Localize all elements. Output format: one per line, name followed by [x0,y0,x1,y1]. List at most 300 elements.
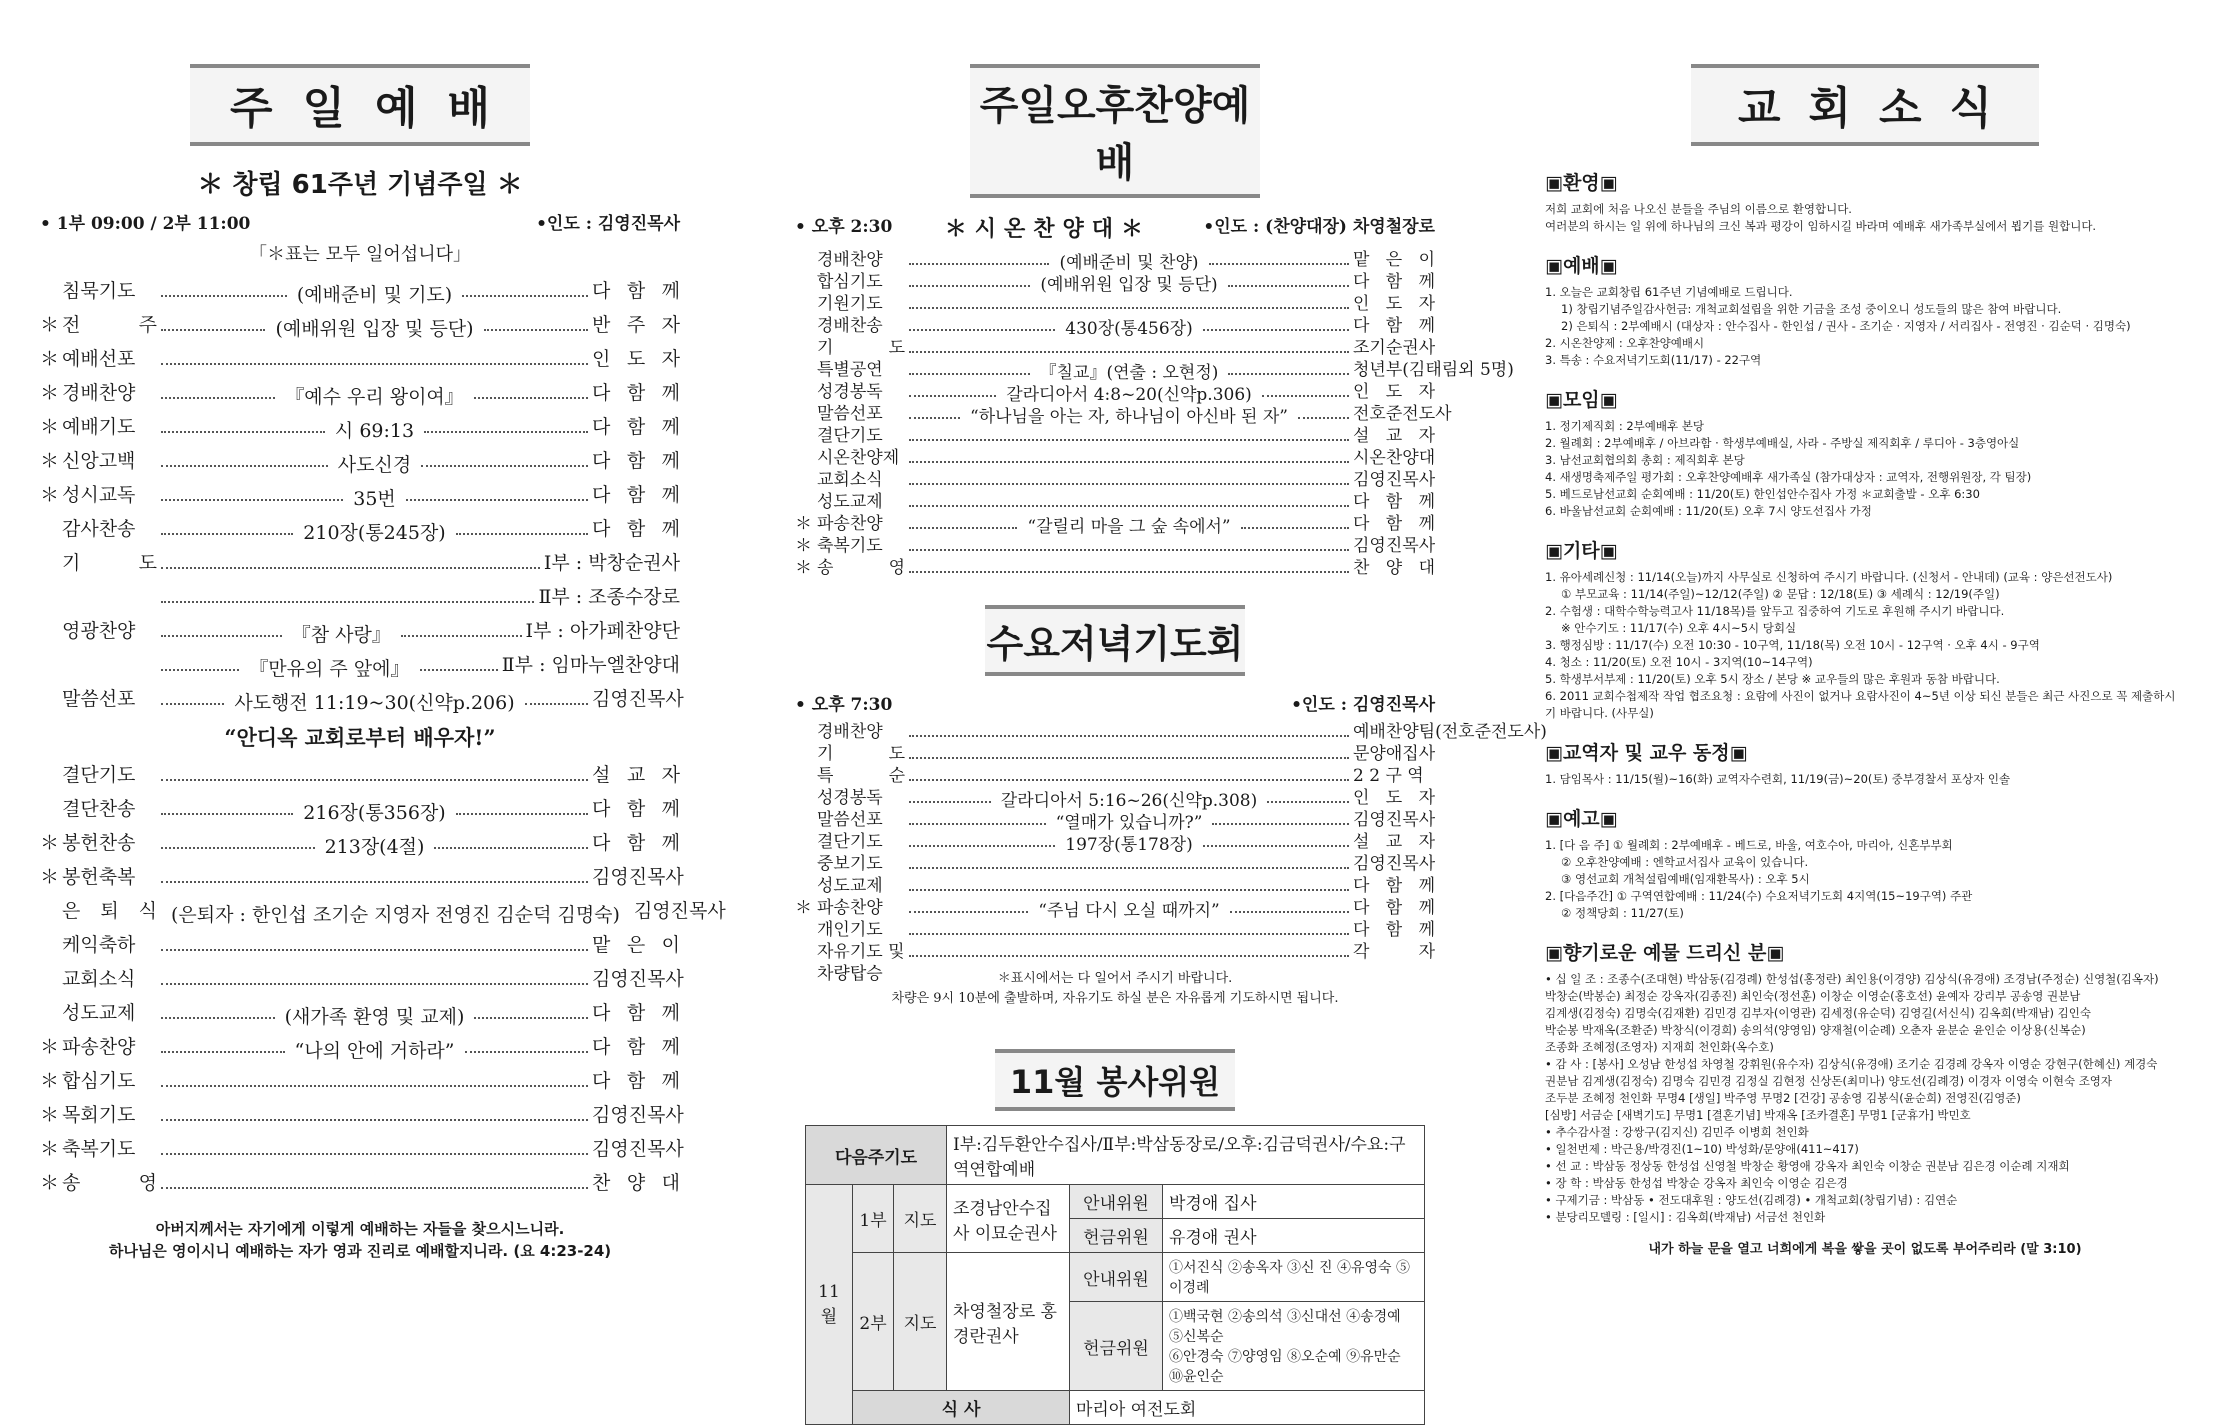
order-row [40,792,680,826]
news-line: 3. 행정심방 : 11/17(수) 오전 10:30 - 10구역, 11/18(목) 오전 10시 - 12구역 · 오후 4시 - 9구역 [1545,638,2040,652]
dot-leader [1228,373,1349,375]
stand-mark: ＊ [40,314,60,336]
order-detail: 213장(4절) [319,830,431,864]
offering-names: 유경애 권사 [1163,1219,1425,1253]
service-leader: •인도 : 김영진목사 [1291,695,1435,715]
news-line: • 일천번제 : 박근용/박경진(1~10) 박성화/문양애(411~417) [1545,1142,1859,1156]
news-line: • 장 학 : 박삼동 한성섭 박창순 강옥자 최인숙 이영순 김은경 [1545,1176,1848,1190]
dot-leader [909,955,1349,957]
order-person: 다 함 께 [592,484,680,506]
service-meta [795,690,1435,715]
dot-leader [401,635,522,637]
worship-text [1545,284,2185,369]
offering-label: 헌금위원 [1070,1302,1163,1391]
order-row [795,271,1435,293]
order-fill [905,275,1353,297]
news-line: 5. 베드로남선교회 순회예배 : 11/20(토) 한인섭안수집사 가정 ＊교회출발 - 오후 6:30 [1545,487,1980,501]
notice-text [1545,837,2185,922]
service-meta [795,212,1435,243]
service-time: • 1부 09:00 / 2부 11:00 [40,214,251,234]
order-label: 성도교제 [817,876,883,896]
order-person: 문양애집사 [1353,744,1436,764]
dot-leader [161,635,282,637]
dot-leader [434,847,588,849]
order-fill [157,567,544,569]
order-label: 예배기도 [62,416,136,438]
dot-leader [909,911,1028,913]
order-person: 김영진목사 [592,1104,684,1126]
dot-leader [1203,329,1349,331]
news-line: ① 부모교육 : 11/14(주일)~12/12(주일) ② 문답 : 12/18(토) ③ 세례식 : 12/19(주일) [1561,587,2000,601]
dot-leader [420,669,498,671]
order-person: 다 함 께 [1353,898,1435,918]
dot-leader [424,431,588,433]
order-person: 김영진목사 [592,1138,684,1160]
dot-leader [1298,417,1349,419]
dot-leader [909,483,1349,485]
guide-names: 조경남안수집사 이묘순권사 [947,1185,1070,1253]
order-person: 다 함 께 [592,450,680,472]
order-fill [157,899,634,933]
order-row [795,557,1435,579]
order-fill [905,571,1353,573]
offering-names-line: ①백국현 ②송의석 ③신대선 ④송경예 ⑤신복순 [1169,1309,1401,1345]
order-person: 다 함 께 [592,416,680,438]
order-detail: “하나님을 아는 자, 하나님이 아신바 된 자” [964,406,1294,428]
order-fill [905,735,1353,737]
order-fill [905,867,1353,869]
news-line: 3. 특송 : 수요저녁기도회(11/17) - 22구역 [1545,353,1762,367]
order-row [40,512,680,546]
news-line: 2. [다음주간] ① 구역연합예배 : 11/24(수) 수요저녁기도회 4지역(15~19구역) 주관 [1545,889,1973,903]
order-fill [905,483,1353,485]
news-line: ※ 안수기도 : 11/17(수) 오후 4시~5시 당회실 [1561,621,1797,635]
order-fill [157,381,592,415]
service-time: • 오후 2:30 [795,217,893,237]
order-row [40,580,680,614]
order-row [40,962,684,996]
order-person: 김영진목사 [1353,536,1436,556]
order-label: 말씀선포 [62,688,136,710]
stand-mark: ＊ [40,1172,60,1194]
dot-leader [909,889,1349,891]
order-row [40,1064,680,1098]
order-fill [157,779,592,781]
news-column [1545,0,2185,1257]
order-person: 김영진목사 [592,688,684,710]
welcome-heading: ▣환영▣ [1545,172,1618,194]
order-label: 축복기도 [62,1138,136,1160]
order-detail: “갈릴리 마을 그 숲 속에서” [1021,516,1236,538]
order-detail: 갈라디아서 4:8~20(신약p.306) [1000,384,1258,406]
etc-text [1545,569,2185,722]
service-time: • 오후 7:30 [795,695,893,715]
order-fill [905,439,1353,441]
order-detail: 『예수 우리 왕이여』 [279,380,470,414]
news-line: 6. 2011 교회수첩제작 작업 협조요청 : 요람에 사진이 없거나 요람사진이 4~5년 이상 되신 분들은 최근 사진으로 꼭 제출하시기 바랍니다. (사무실) [1545,689,2176,720]
order-fill [157,949,592,951]
order-person: 김영진목사 [592,968,684,990]
news-line: 1) 창립기념주일감사헌금: 개척교회설립을 위한 기금을 조성 중이오니 성도들의 많은 참여 바랍니다. [1561,302,2062,316]
order-fill [905,779,1353,781]
order-fill [157,619,526,653]
dot-leader [909,779,1349,781]
order-person: 김영진목사 [1353,854,1436,874]
dot-leader [909,417,960,419]
order-fill [905,385,1353,407]
order-person: 전호준전도사 [1353,404,1452,424]
dot-leader [456,533,588,535]
order-person: 다 함 께 [1353,514,1435,534]
dot-leader [456,813,588,815]
dot-leader [161,881,588,883]
dot-leader [161,703,224,705]
order-row [795,765,1435,787]
dot-leader [1267,801,1349,803]
footer-verse: 내가 하늘 문을 열고 너희에게 복을 쌓을 곳이 없도록 부어주리라 (말 3:10) [1648,1242,2082,1257]
dot-leader [406,499,588,501]
order-detail: (예배위원 입장 및 등단) [269,312,479,346]
dot-leader [909,285,1030,287]
order-person: 반 주 자 [592,314,680,336]
order-label: 시온찬양제 [817,448,900,468]
offering-names-line: ⑥안경숙 ⑦양영임 ⑧오순예 ⑨유만순 ⑩윤인순 [1169,1349,1401,1385]
news-line: 1. 유아세례신청 : 11/14(오늘)까지 사무실로 신청하여 주시기 바랍니다. (신청서 - 안내데) (교육 : 양은선전도사) [1545,570,2113,584]
order-label: 성도교제 [62,1002,136,1024]
news-line: 6. 바울남선교회 순회예배 : 11/20(토) 오후 7시 양도선집사 가정 [1545,504,1872,518]
news-line: 5. 학생부서부제 : 11/20(토) 오후 5시 장소 / 본당 ※ 교우들의 많은 후원과 동참 바랍니다. [1545,672,2000,686]
order-detail: (새가족 환영 및 교제) [279,1000,471,1034]
order-detail: (예배준비 및 기도) [291,278,458,312]
welcome-text [1545,201,2185,235]
dot-leader [909,439,1349,441]
dot-leader [909,307,1349,309]
order-person: 찬 양 대 [592,1172,680,1194]
section-title: 수요저녁기도회 [985,605,1245,676]
order-label: 침묵기도 [62,280,136,302]
news-line: 2. 월례회 : 2부예배후 / 아브라함 · 학생부예배실, 사라 - 주방실 제직회후 / 루디아 - 3층영아실 [1545,436,2020,450]
order-person: 다 함 께 [1353,492,1435,512]
sunday-worship-column [40,0,726,1260]
order-label: 성경봉독 [817,788,883,808]
dot-leader [161,499,343,501]
order-label: 결단기도 [817,832,883,852]
order-row [40,928,680,962]
news-line: 조종화 조혜정(조영자) 지재희 천인화(옥수호) [1545,1040,1774,1054]
order-fill [905,363,1353,385]
order-row [795,831,1435,853]
month-cell: 11월 [806,1185,853,1425]
dot-leader [161,567,540,569]
order-person: 다 함 께 [592,280,680,302]
news-line: 1. [다 음 주] ① 월례회 : 2부예배후 - 베드로, 바울, 여호수아, 마리아, 신혼부부회 [1545,838,1953,852]
stand-mark: ＊ [40,1104,60,1126]
news-line: 1. 담임목사 : 11/15(월)~16(화) 교역자수련회, 11/19(금)~20(토) 중부경찰서 포상자 인솔 [1545,772,2011,786]
verse-line: 아버지께서는 자기에게 이렇게 예배하는 자들을 찾으시느니라. [155,1220,565,1238]
service-leader: •인도 : (찬양대장) 차영철장로 [1203,217,1435,237]
order-person: 다 함 께 [592,798,680,820]
order-label: 은 퇴 식 [62,900,157,922]
order-fill [157,1119,592,1121]
order-detail: 197장(통178장) [1059,834,1198,856]
order-fill [905,307,1353,309]
dot-leader [909,351,1349,353]
stand-mark: ＊ [40,484,60,506]
order-detail: 사도신경 [332,448,417,482]
order-detail: 『칠교』(연출 : 오현정) [1034,362,1225,384]
dot-leader [161,847,315,849]
news-line: [심방] 서금순 [새벽기도] 무명1 [결혼기념] 박재옥 [조카결혼] 무명1 [군휴가] 박민호 [1545,1108,1971,1122]
order-row [40,826,680,860]
order-detail: “주님 다시 오실 때까지” [1032,900,1225,922]
dot-leader [1209,263,1349,265]
usher-names: ①서진식 ②송옥자 ③신 진 ④유영숙 ⑤이경례 [1163,1253,1425,1302]
order-label: 전 주 [62,314,157,336]
order-person: Ⅱ부 : 임마누엘찬양대 [501,654,680,676]
order-fill [157,517,592,551]
order-row [40,1098,684,1132]
order-person: 설 교 자 [592,764,680,786]
stand-mark: ＊ [795,558,812,578]
stand-mark: ＊ [40,382,60,404]
order-row [40,342,680,376]
order-row [40,1132,684,1166]
stand-mark: ＊ [40,1138,60,1160]
order-person: 다 함 께 [592,832,680,854]
news-line: 여러분의 하시는 일 위에 하나님의 크신 복과 평강이 임하시길 바라며 예배후 새가족부실에서 뵙기를 원합니다. [1545,219,2097,233]
order-row [795,875,1435,897]
order-row [40,478,680,512]
order-person: 다 함 께 [592,1070,680,1092]
order-fill [905,757,1353,759]
order-fill [905,835,1353,857]
order-fill [157,449,592,483]
dot-leader [909,373,1030,375]
part-cell: 2부 [853,1253,894,1391]
order-row [40,376,680,410]
section-title: 교회소식 [1691,64,2039,146]
order-row [795,315,1435,337]
order-label: 성경봉독 [817,382,883,402]
order-fill [157,1187,592,1189]
order-person: 시온찬양대 [1353,448,1436,468]
dot-leader [161,983,588,985]
order-person: 찬 양 대 [1353,558,1435,578]
order-row [40,648,680,682]
order-row [795,249,1435,271]
dot-leader [161,397,275,399]
page-title: 주일예배 [190,64,530,146]
order-label: 케익축하 [62,934,136,956]
order-fill [905,517,1353,539]
order-fill [157,881,592,883]
meal-value: 마리아 여전도회 [1070,1391,1425,1425]
order-fill [905,813,1353,835]
order-person: 김영진목사 [1353,470,1436,490]
order-person: 인 도 자 [1353,294,1435,314]
stand-mark: ＊ [40,832,60,854]
order-row [795,359,1514,383]
order-label: 결단기도 [817,426,883,446]
dot-leader [909,549,1349,551]
order-person: 김영진목사 [633,900,726,922]
dot-leader [462,295,588,297]
order-label: 결단기도 [62,764,136,786]
dot-leader [161,431,325,433]
dot-leader [474,1017,588,1019]
dot-leader [909,461,1349,463]
dot-leader [161,779,588,781]
order-label: 합심기도 [817,272,883,292]
order-person: 맡 은 이 [1353,250,1435,270]
stand-mark: ＊ [795,536,812,556]
stand-note: 「＊표는 모두 일어섭니다」 [249,244,471,265]
order-label: 기 도 [817,338,905,358]
order-row [40,410,680,444]
order-row [795,491,1435,513]
order-person: Ⅱ부 : 조종수장로 [538,586,680,608]
stand-mark: ＊ [40,1036,60,1058]
news-line: 1. 정기제직회 : 2부예배후 본당 [1545,419,1704,433]
order-label: 송 영 [62,1172,157,1194]
news-line: 2) 은퇴식 : 2부예배시 (대상자 : 안수집사 - 한인섭 / 권사 - 조기순 · 지영자 / 서리집사 - 전영진 · 김순덕 · 김명숙) [1561,319,2131,333]
dot-leader [1212,823,1349,825]
order-row [795,809,1435,831]
dot-leader [909,823,1046,825]
order-row [40,894,726,928]
afternoon-column [795,0,1547,1420]
news-line: 2. 수험생 : 대학수학능력고사 11/18목)를 앞두고 집중하여 기도로 후원해 주시기 바랍니다. [1545,604,2005,618]
dot-leader [161,533,293,535]
verse-line: 하나님은 영이시니 예배하는 자가 영과 진리로 예배할지니라. (요 4:23-24) [108,1242,612,1260]
order-detail: “열매가 있습니까?” [1050,812,1209,834]
order-label: 경배찬양 [817,722,883,742]
dot-leader [161,295,287,297]
order-label: 경배찬양 [62,382,136,404]
news-line: • 구제기금 : 박삼동 • 전도대후원 : 양도선(김례경) • 개척교회(창립기념) : 김연순 [1545,1193,1958,1207]
order-row [40,614,680,648]
meeting-heading: ▣모임▣ [1545,389,1618,411]
note-line: 차량은 9시 10분에 출발하며, 자유기도 하실 분은 자유롭게 기도하시면 됩니다. [891,991,1339,1006]
order-person: 다 함 께 [1353,920,1435,940]
order-detail: 시 69:13 [329,414,420,448]
order-label: 말씀선포 [817,404,883,424]
dot-leader [1230,911,1349,913]
dot-leader [909,801,991,803]
news-line: 4. 청소 : 11/20(토) 오전 10시 - 3지역(10~14구역) [1545,655,1813,669]
part-cell: 1부 [853,1185,894,1253]
order-person: 2 2 구 역 [1353,766,1424,786]
news-line: • 추수감사절 : 강쌍구(김지신) 김민주 이병희 천인화 [1545,1125,1809,1139]
order-fill [905,461,1353,463]
order-detail: 갈라디아서 5:16~26(신약p.308) [995,790,1263,812]
offering-heading: ▣향기로운 예물 드리신 분▣ [1545,942,1785,964]
order-label: 파송찬양 [62,1036,136,1058]
dot-leader [525,703,588,705]
order-label: 경배찬양 [817,250,883,270]
dot-leader [909,263,1049,265]
news-line: • 십 일 조 : 조종수(조대현) 박삼동(김경례) 한성섭(홍정란) 최인용(이경양) 김상식(유경애) 조경남(주정순) 신영철(김옥자) [1545,972,2159,986]
order-label: 자유기도 및 차량탑승 [817,942,905,984]
order-person: 다 함 께 [1353,876,1435,896]
offering-text [1545,971,2185,1226]
order-label: 감사찬송 [62,518,136,540]
meeting-text [1545,418,2185,520]
order-detail: 『만유의 주 앞에』 [243,652,415,686]
order-person: 청년부(김태림외 5명) [1353,360,1514,380]
dot-leader [909,395,996,397]
news-line: • 선 교 : 박삼동 정상동 한성섭 신영철 박창순 황영애 강옥자 최인숙 이창순 권분남 김은경 이순례 지재희 [1545,1159,2070,1173]
news-line: 3. 남선교회협의회 총회 : 제직회후 본당 [1545,453,1745,467]
order-detail: (예배준비 및 찬양) [1053,252,1204,274]
subtitle: ＊ 창립 61주년 기념주일 ＊ [197,170,523,200]
order-label: 축복기도 [817,536,883,556]
news-line: 김계생(김정숙) 김명숙(김재환) 김민경 김부자(이영관) 김세정(유순덕) 김영길(서신식) 김옥희(박재남) 김인숙 [1545,1006,2092,1020]
order-fill [905,319,1353,341]
order-person: 김영진목사 [1353,810,1436,830]
service-meta [40,209,680,234]
offering-label: 헌금위원 [1070,1219,1163,1253]
order-label: 말씀선포 [817,810,883,830]
order-row [795,403,1452,427]
stand-mark: ＊ [795,514,812,534]
notice-heading: ▣예고▣ [1545,808,1618,830]
order-row [795,447,1435,469]
order-label: 성시교독 [62,484,136,506]
order-label: 봉헌찬송 [62,832,136,854]
stand-mark: ＊ [40,866,60,888]
order-label: 합심기도 [62,1070,136,1092]
order-label: 기 도 [817,744,905,764]
order-fill [157,831,592,865]
order-fill [157,363,592,365]
dot-leader [161,1119,588,1121]
dot-leader [909,735,1349,737]
dot-leader [465,1051,589,1053]
dot-leader [161,1153,588,1155]
order-label: 성도교제 [817,492,883,512]
order-label: 봉헌축복 [62,866,136,888]
order-row [40,758,680,792]
offering-names [1163,1302,1425,1391]
volunteer-table [805,1125,1425,1425]
order-fill [905,505,1353,507]
order-row [40,1166,680,1200]
order-label: 기 도 [62,552,157,574]
news-line: 박창순(박봉순) 최정순 강옥자(김종진) 최인숙(정선훈) 이창순 이영순(홍호선) 윤예자 강리부 공송영 권분남 [1545,989,2081,1003]
order-detail: “나의 안에 거하라” [289,1034,461,1068]
order-person: 다 함 께 [1353,272,1435,292]
order-fill [905,933,1353,935]
dot-leader [909,329,1055,331]
staff-text [1545,771,2185,788]
order-row [40,860,684,894]
news-line: • 감 사 : [봉사] 오성남 한성섭 차영철 강휘원(유수자) 김상식(유경애) 조기순 김경례 강옥자 이영순 강현구(한혜신) 계경숙 [1545,1057,2158,1071]
order-person: 인 도 자 [1353,788,1435,808]
order-detail: 430장(통456장) [1059,318,1198,340]
usher-names: 박경애 집사 [1163,1185,1425,1219]
order-fill [905,955,1353,957]
order-row [795,513,1435,535]
order-fill [157,983,592,985]
order-person: 인 도 자 [1353,382,1435,402]
order-person: 인 도 자 [592,348,680,370]
dot-leader [909,757,1349,759]
worship-heading: ▣예배▣ [1545,255,1618,277]
news-line: ② 정책당회 : 11/27(토) [1561,906,1684,920]
order-fill [905,791,1353,813]
stand-mark: ＊ [40,416,60,438]
